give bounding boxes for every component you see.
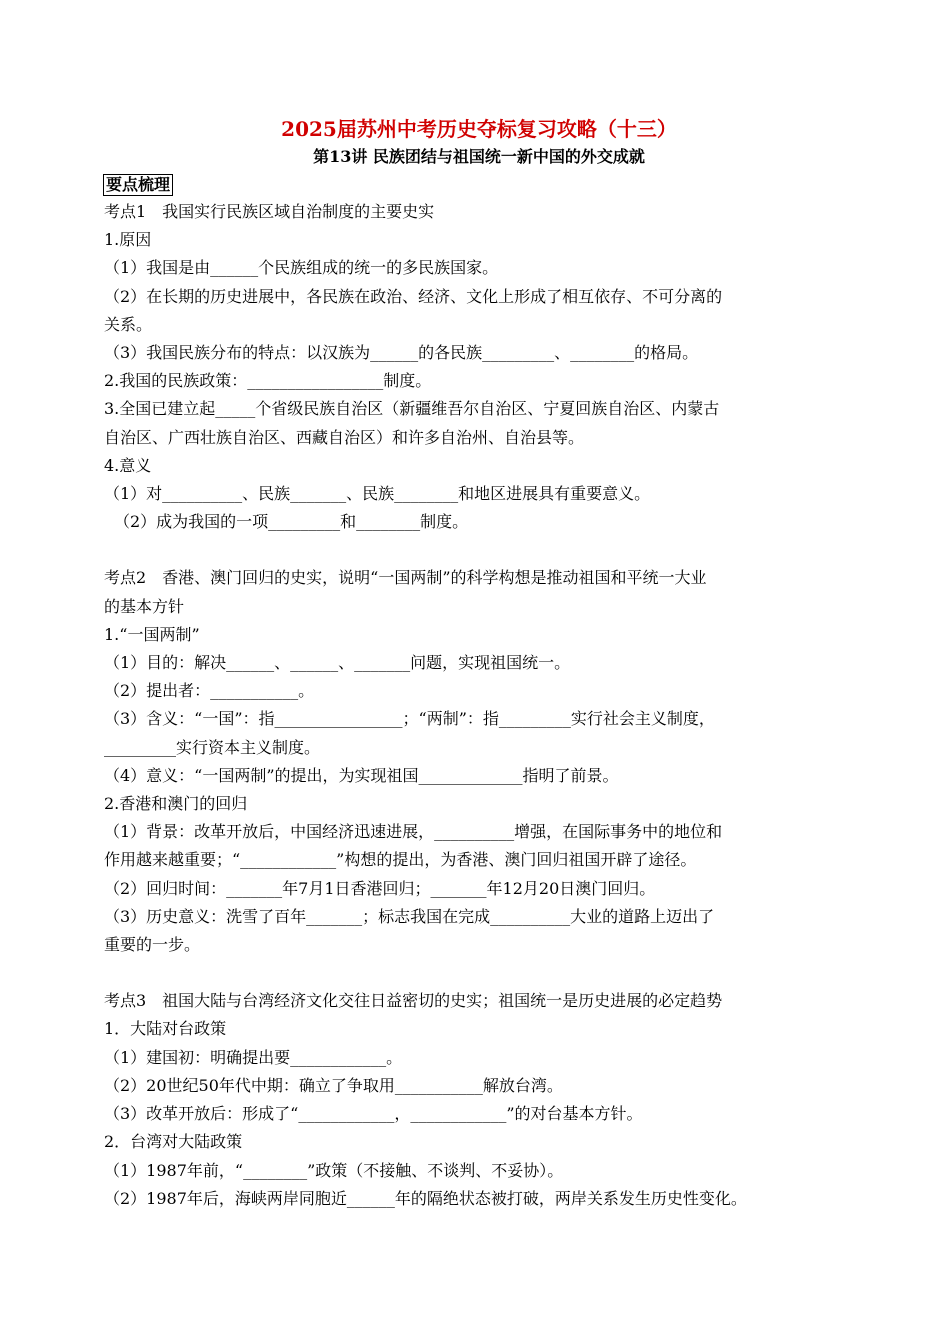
taiwan-policy-item-1: （1）1987年前，“________”政策（不接触、不谈判、不妥协）。: [104, 1160, 564, 1180]
section-header-key-points: 要点梳理: [103, 174, 173, 196]
one-country-two-systems-heading: 1.“一国两制”: [104, 624, 200, 644]
return-background-cont: 作用越来越重要；“____________”构想的提出，为香港、澳门回归祖国开辟了途径。: [104, 850, 697, 870]
octs-significance: （4）意义：“一国两制”的提出，为实现祖国_____________指明了前景。: [104, 765, 619, 785]
mainland-taiwan-policy-heading: 1．大陆对台政策: [104, 1019, 227, 1039]
significance-item-2: （2）成为我国的一项_________和________制度。: [114, 512, 469, 532]
return-historical-significance-cont: 重要的一步。: [104, 935, 201, 955]
exam-point-2-heading-cont: 的基本方针: [104, 596, 185, 616]
return-historical-significance: （3）历史意义：洗雪了百年_______；标志我国在完成__________大业的道路上迈出了: [104, 906, 715, 926]
reason-item-3: （3）我国民族分布的特点：以汉族为______的各民族_________、________的格局。: [104, 343, 699, 363]
document-page: [104, 114, 854, 1213]
mainland-policy-item-3: （3）改革开放后：形成了“____________，____________”的对台基本方针。: [104, 1104, 643, 1124]
reason-heading: 1.原因: [104, 230, 152, 250]
octs-proposer: （2）提出者：___________。: [104, 681, 315, 701]
exam-point-3-heading: 考点3 祖国大陆与台湾经济文化交往日益密切的史实；祖国统一是历史进展的必定趋势: [104, 991, 723, 1011]
key-points-body: [104, 198, 854, 1213]
octs-purpose: （1）目的：解决______、______、_______问题，实现祖国统一。: [104, 653, 571, 673]
spacer: [104, 959, 854, 987]
reason-item-2-cont: 关系。: [104, 314, 153, 334]
octs-meaning-cont: _________实行资本主义制度。: [104, 737, 321, 757]
exam-point-2-heading: 考点2 香港、澳门回归的史实，说明“一国两制”的科学构想是推动祖国和平统一大业: [104, 568, 707, 588]
reason-item-2: （2）在长期的历史进展中，各民族在政治、经济、文化上形成了相互依存、不可分离的: [104, 286, 723, 306]
ethnic-policy-line: 2.我国的民族政策：_________________制度。: [104, 371, 432, 391]
octs-meaning: （3）含义：“一国”：指________________；“两制”：指_________实行社会主义制度，: [104, 709, 715, 729]
mainland-policy-item-2: （2）20世纪50年代中期：确立了争取用___________解放台湾。: [104, 1075, 563, 1095]
significance-item-1: （1）对__________、民族_______、民族________和地区进展具有重要意义。: [104, 484, 651, 504]
autonomous-regions-line-cont: 自治区、广西壮族自治区、西藏自治区）和许多自治州、自治县等。: [104, 427, 585, 447]
lecture-subtitle: 第13讲 民族团结与祖国统一新中国的外交成就: [313, 147, 645, 166]
hk-macau-return-heading: 2.香港和澳门的回归: [104, 794, 248, 814]
return-time: （2）回归时间：_______年7月1日香港回归；_______年12月20日澳门回归。: [104, 878, 656, 898]
return-background: （1）背景：改革开放后，中国经济迅速进展，__________增强，在国际事务中的地位和: [104, 822, 723, 842]
document-title: 2025届苏州中考历史夺标复习攻略（十三）: [281, 117, 677, 141]
autonomous-regions-line: 3.全国已建立起_____个省级民族自治区（新疆维吾尔自治区、宁夏回族自治区、内蒙古: [104, 399, 720, 419]
reason-item-1: （1）我国是由______个民族组成的统一的多民族国家。: [104, 258, 499, 278]
taiwan-mainland-policy-heading: 2．台湾对大陆政策: [104, 1132, 243, 1152]
exam-point-1-heading: 考点1 我国实行民族区域自治制度的主要史实: [104, 202, 435, 221]
mainland-policy-item-1: （1）建国初：明确提出要____________。: [104, 1047, 403, 1067]
spacer: [104, 536, 854, 564]
significance-heading: 4.意义: [104, 455, 152, 475]
taiwan-policy-item-2: （2）1987年后，海峡两岸同胞近______年的隔绝状态被打破，两岸关系发生历史性变化。: [104, 1188, 747, 1208]
